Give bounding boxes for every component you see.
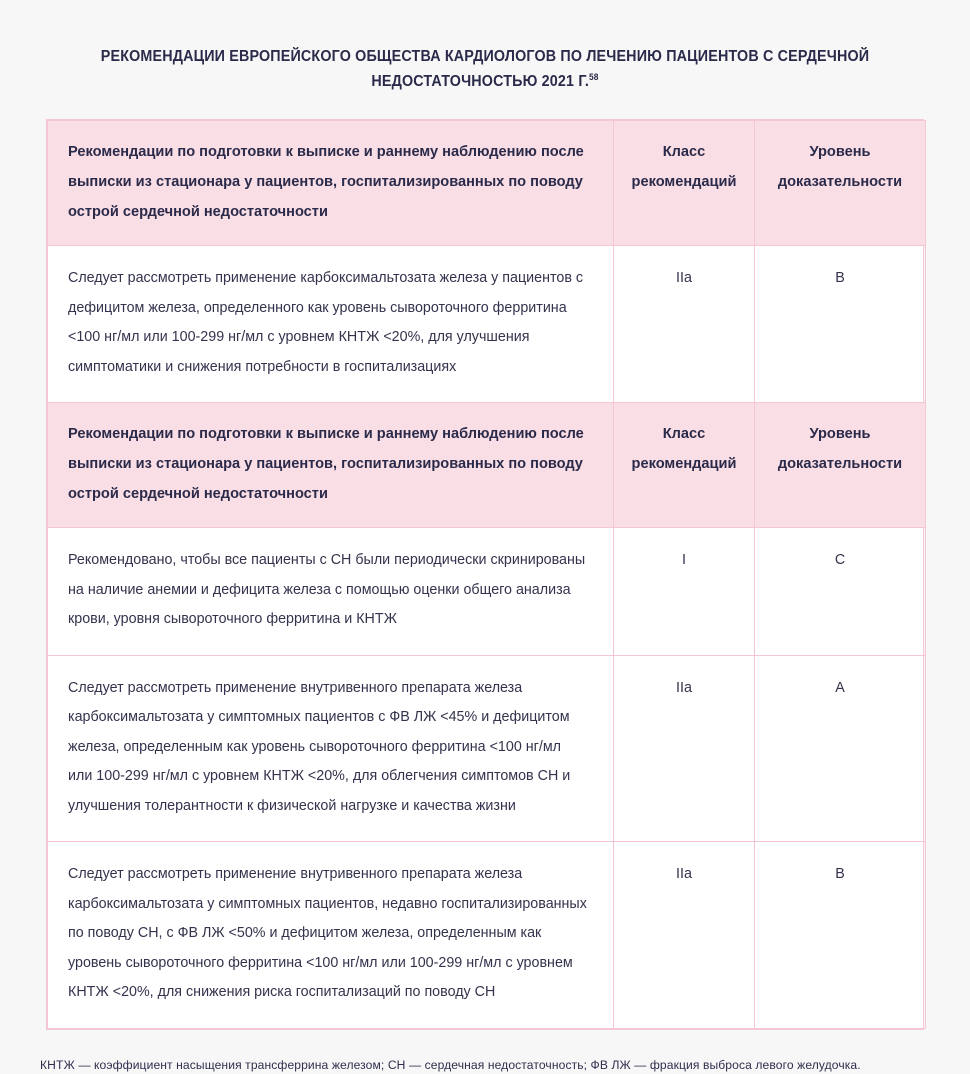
recommendation-level: B: [755, 246, 926, 403]
recommendation-class: I: [614, 528, 755, 656]
page-title: [99, 44, 871, 94]
recommendation-text: Следует рассмотреть применение внутривенного препарата железа карбоксимальтозата у симптомных пациентов с ФВ ЛЖ <45% и дефицитом железа, определенным как уровень сывороточного ферритина <100 нг/мл или 100-299 нг/мл с уровнем КНТЖ <20%, для облегчения симптомов СН и улучшения толерантности к физической нагрузке и качества жизни: [48, 655, 614, 842]
recommendation-level: B: [755, 842, 926, 1029]
column-header-level-line2: доказательности: [777, 174, 903, 190]
column-header-class-line1: Класс: [662, 426, 706, 442]
recommendation-text: Рекомендовано, чтобы все пациенты с СН были периодически скринированы на наличие анемии и дефицита железа с помощью оценки общего анализа крови, уровня сывороточного ферритина и КНТЖ: [48, 528, 614, 656]
page-title-text: РЕКОМЕНДАЦИИ ЕВРОПЕЙСКОГО ОБЩЕСТВА КАРДИОЛОГОВ ПО ЛЕЧЕНИЮ ПАЦИЕНТОВ С СЕРДЕЧНОЙ НЕДОСТАТОЧНОСТЬЮ 2021 Г.: [100, 48, 870, 90]
table-row: [48, 842, 926, 1029]
column-header-class-line1: Класс: [662, 144, 706, 160]
column-header-level-line2: доказательности: [777, 456, 903, 472]
column-header-class: [614, 121, 755, 246]
column-header-recommendation: Рекомендации по подготовки к выписке и раннему наблюдению после выписки из стационара у пациентов, госпитализированных по поводу острой сердечной недостаточности: [48, 403, 614, 528]
column-header-recommendation: Рекомендации по подготовки к выписке и раннему наблюдению после выписки из стационара у пациентов, госпитализированных по поводу острой сердечной недостаточности: [48, 121, 614, 246]
recommendation-text: Следует рассмотреть применение карбоксимальтозата железа у пациентов с дефицитом железа, определенного как уровень сывороточного ферритина <100 нг/мл или 100-299 нг/мл с уровнем КНТЖ <20%, для улучшения симптоматики и снижения потребности в госпитализациях: [48, 246, 614, 403]
recommendation-class: IIa: [614, 246, 755, 403]
recommendations-table: [47, 120, 926, 1029]
table-footnote: КНТЖ — коэффициент насыщения трансферрина железом; СН — сердечная недостаточность; ФВ ЛЖ — фракция выброса левого желудочка.: [40, 1057, 861, 1072]
recommendation-level: C: [755, 528, 926, 656]
table-row: [48, 655, 926, 842]
table-row: [48, 246, 926, 403]
column-header-level: [755, 121, 926, 246]
recommendations-table-container: [46, 119, 924, 1030]
table-row: [48, 528, 926, 656]
column-header-class-line2: рекомендаций: [631, 456, 737, 472]
recommendation-level: A: [755, 655, 926, 842]
column-header-level-line1: Уровень: [809, 426, 871, 442]
recommendation-class: IIa: [614, 655, 755, 842]
column-header-level-line1: Уровень: [809, 144, 871, 160]
table-header-row: [48, 403, 926, 528]
recommendation-class: IIa: [614, 842, 755, 1029]
column-header-class: [614, 403, 755, 528]
table-header-row: [48, 121, 926, 246]
title-block: [0, 0, 970, 94]
column-header-level: [755, 403, 926, 528]
title-footnote-reference: 58: [588, 71, 599, 82]
column-header-class-line2: рекомендаций: [631, 174, 737, 190]
recommendation-text: Следует рассмотреть применение внутривенного препарата железа карбоксимальтозата у симптомных пациентов, недавно госпитализированных по поводу СН, с ФВ ЛЖ <50% и дефицитом железа, определенным как уровень сывороточного ферритина <100 нг/мл или 100-299 нг/мл с уровнем КНТЖ <20%, для снижения риска госпитализаций по поводу СН: [48, 842, 614, 1029]
